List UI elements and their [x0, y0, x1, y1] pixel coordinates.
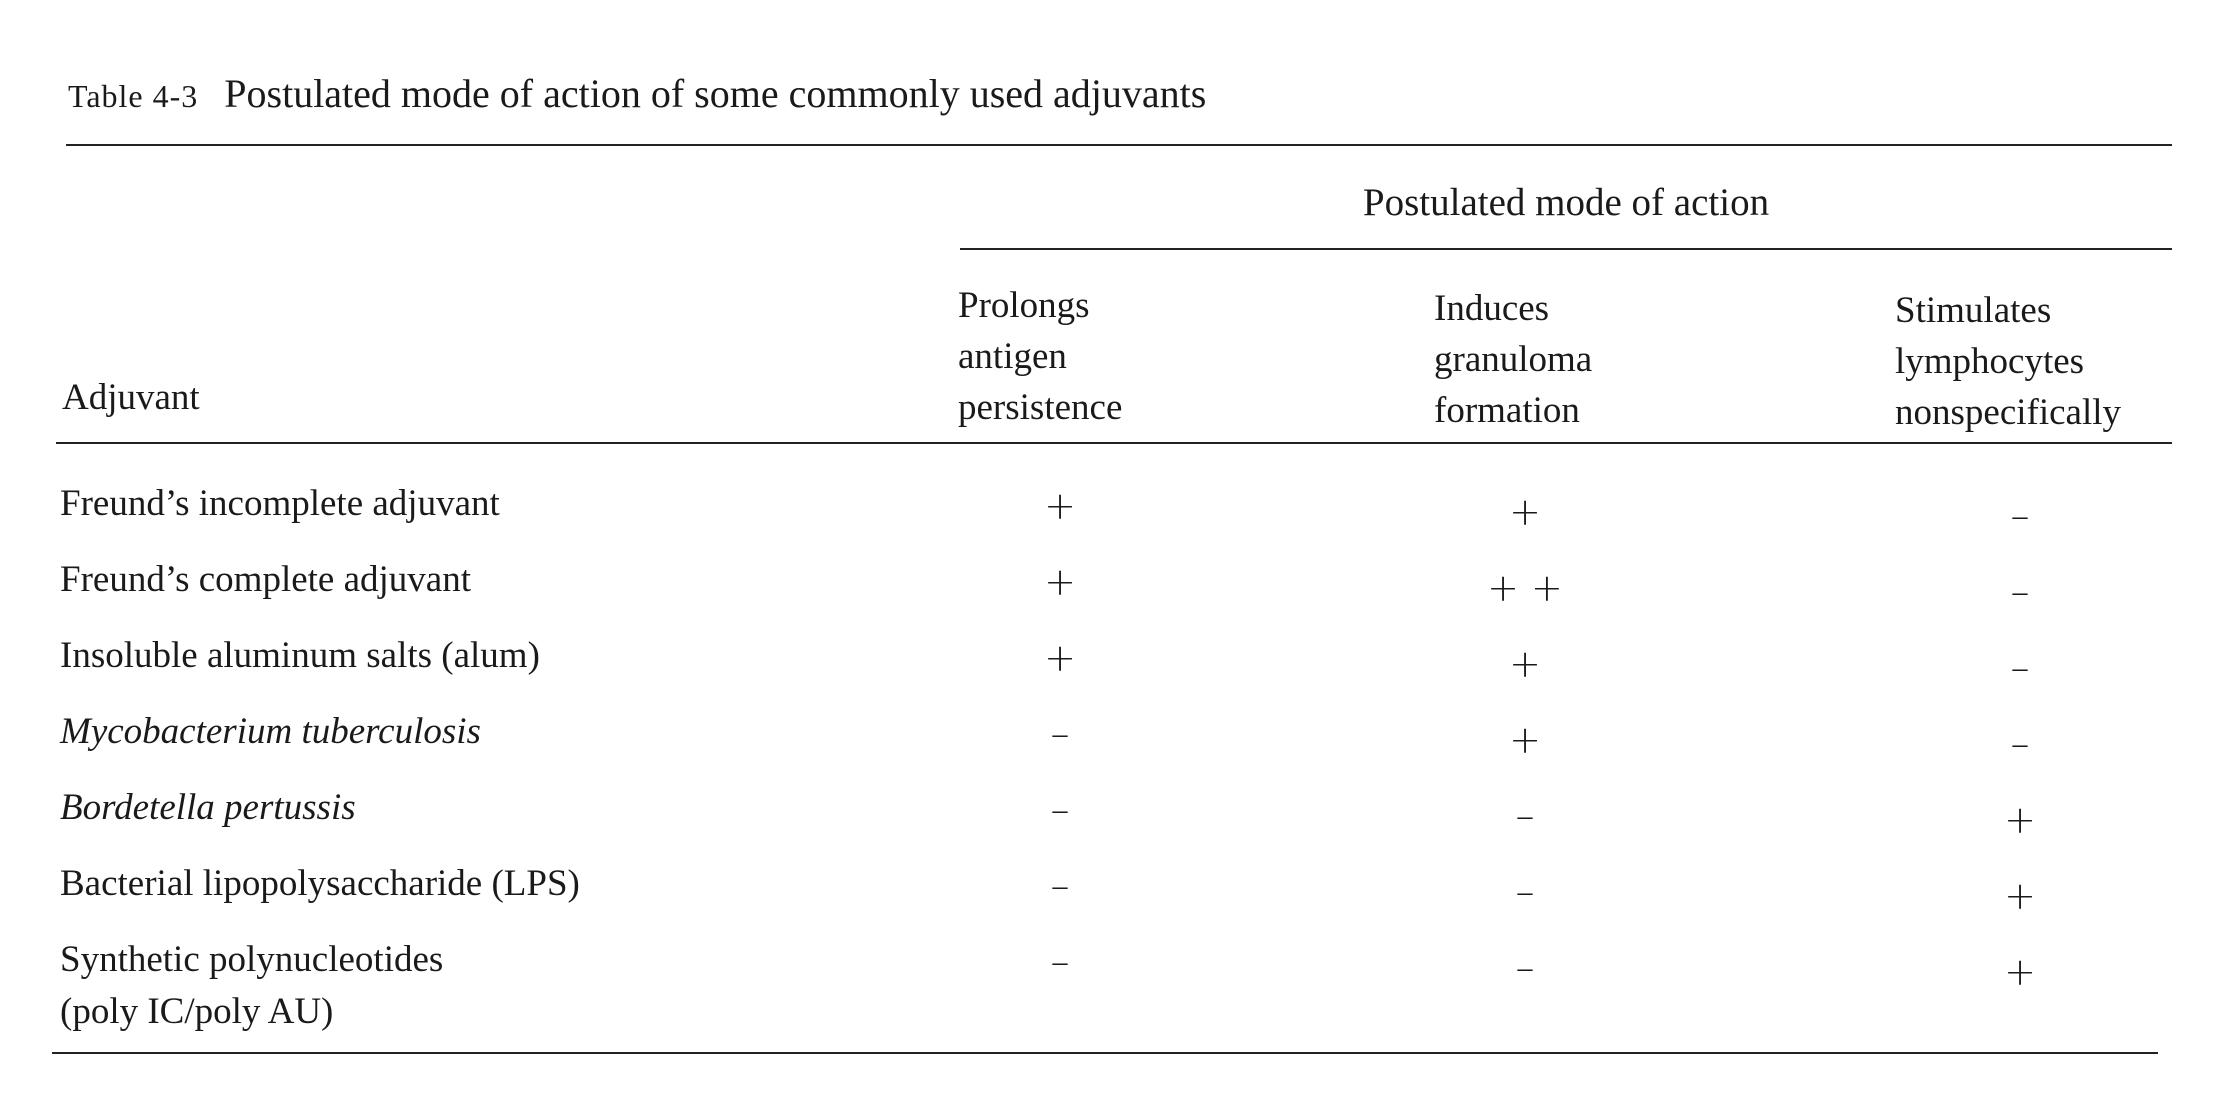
mark-col2: –	[1515, 870, 1535, 914]
adjuvant-name: Bacterial lipopolysaccharide (LPS)	[60, 863, 580, 904]
table-number: Table 4-3	[68, 78, 199, 114]
mark-col3: –	[2010, 570, 2030, 614]
mark-col3: –	[2010, 646, 2030, 690]
mark-col2: –	[1515, 946, 1535, 990]
mark-col1: –	[1050, 788, 1070, 832]
top-rule	[66, 144, 2172, 146]
bottom-rule	[52, 1052, 2158, 1054]
header-induces-granuloma-formation: Induces granuloma formation	[1434, 288, 1593, 431]
mark-col1: –	[1050, 864, 1070, 908]
mark-col3: +	[2004, 874, 2036, 918]
table-row	[0, 858, 2222, 932]
mark-col3: –	[2010, 494, 2030, 538]
table-row	[0, 706, 2222, 780]
mark-col2: –	[1515, 794, 1535, 838]
adjuvant-name: Freund’s incomplete adjuvant	[60, 483, 500, 524]
mark-col1: –	[1050, 940, 1070, 984]
adjuvant-name: Synthetic polynucleotides (poly IC/poly AU)	[60, 939, 444, 1032]
header-prolongs-antigen-persistence: Prolongs antigen persistence	[958, 285, 1123, 428]
mark-col1: +	[1044, 484, 1076, 528]
table-row	[0, 782, 2222, 856]
adjuvant-name: Freund’s complete adjuvant	[60, 559, 472, 600]
table-row	[0, 934, 2222, 1032]
header-rule	[56, 442, 2172, 444]
adjuvant-name: Bordetella pertussis	[60, 787, 356, 828]
mark-col2: +	[1509, 718, 1541, 762]
column-group-rule	[960, 248, 2172, 250]
mark-col1: –	[1050, 712, 1070, 756]
mark-col3: –	[2010, 722, 2030, 766]
column-group-header: Postulated mode of action	[1362, 181, 1770, 224]
mark-col2: +	[1509, 490, 1541, 534]
adjuvant-name: Mycobacterium tuberculosis	[60, 711, 481, 752]
mark-col1: +	[1044, 560, 1076, 604]
table-caption	[68, 70, 1206, 117]
mark-col2: + +	[1487, 566, 1563, 610]
header-stimulates-lymphocytes: Stimulates lymphocytes nonspecifically	[1895, 290, 2122, 433]
mark-col3: +	[2004, 950, 2036, 994]
header-adjuvant: Adjuvant	[62, 377, 200, 418]
table-row	[0, 554, 2222, 628]
mark-col1: +	[1044, 636, 1076, 680]
mark-col2: +	[1509, 642, 1541, 686]
mark-col3: +	[2004, 798, 2036, 842]
table-row	[0, 630, 2222, 704]
table-row	[0, 478, 2222, 552]
adjuvant-name: Insoluble aluminum salts (alum)	[60, 635, 540, 676]
table-title: Postulated mode of action of some commonly used adjuvants	[224, 71, 1207, 116]
